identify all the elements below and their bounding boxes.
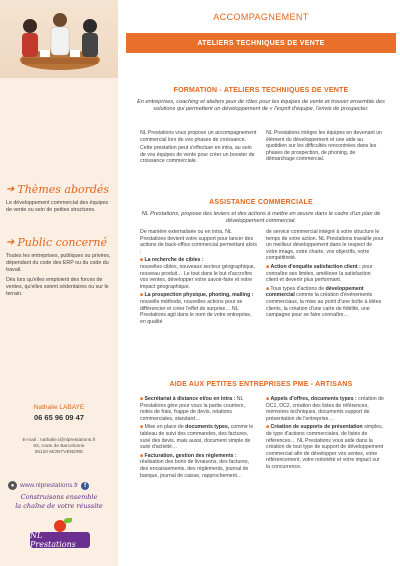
bullet-icon: ■ xyxy=(266,263,270,270)
bullet-icon: ■ xyxy=(140,424,144,431)
section-aide-left: ■ Secrétariat à distance et/ou en intra : NL Prestations gère pour vous la partie courriers, notes de frais, frappe de devis, relations commerciales, standard… ■ Mise en place de documents types, comme le tableau de suivi des commandes, des factures, suivi des devis, mais aussi, document simple de suivi d'activité… ■ Facturation, gestion des règlements : réalisation des bons de livraisons, des factures, des encaissements, des règlements, journal de banque, journal de caisse, rapprochement… xyxy=(140,396,254,479)
public-text-1: Toutes les entreprises, publiques ou privées, dépendant du code des ERP ou du code du travail. xyxy=(6,253,111,273)
section-formation-left: NL Prestations vous propose un accompagnement commercial lors de vos phases de croissance. Cette prestation peut s'effectuer en intra, au sein de vos équipes de vente pour créer un booster de croissance commerciale. xyxy=(140,130,257,165)
slogan-line-1: Construisons ensemble xyxy=(20,493,98,501)
public-text-2: Dès lors qu'elles emploient des forces de ventes, qu'elles soient sédentaires ou sur le terrain. xyxy=(6,277,109,297)
bullet-icon: ■ xyxy=(140,292,144,299)
bullet-icon: ■ xyxy=(140,452,144,459)
website-link[interactable]: www.nlprestations.fr xyxy=(20,482,79,489)
section-assistance-title: ASSISTANCE COMMERCIALE xyxy=(209,199,313,206)
arrow-right-icon: ➔ xyxy=(6,237,15,248)
section-aide-title: AIDE AUX PETITES ENTREPRISES PME - ARTISANS xyxy=(169,381,353,388)
section-formation-title: FORMATION - ATELIERS TECHNIQUES DE VENTE xyxy=(173,87,349,94)
section-assistance-right: de service commercial intégré à votre structure le temps de votre action. NL Prestations travaille pour un meilleur développement dans le respect de votre image, votre charte, vos objectifs, votre compétitivité. ■ Action d'enquête satisfaction client : pour connaître ses limites, améliorer la satisfaction client et devenir plus performant. ■ Tous types d'actions de développement commercial comme la création d'événements commerciaux, la mise au point d'une boîte à idées clients, la création d'une carte de fidélité, une campagne pour se faire connaître… xyxy=(266,229,384,319)
themes-title: Thèmes abordés xyxy=(17,183,110,196)
bullet-icon: ■ xyxy=(266,396,270,402)
public-title: Public concerné xyxy=(17,236,108,249)
slogan xyxy=(0,493,118,510)
themes-text: Le développement commercial des équipes de vente ou sein de petites structures. xyxy=(6,200,109,213)
nl-prestations-logo: NL Prestations xyxy=(30,520,90,560)
hero-illustration xyxy=(0,0,118,78)
business-people-illustration xyxy=(0,0,118,78)
bullet-icon: ■ xyxy=(140,257,144,264)
contact-name: Nathalie LABAYE xyxy=(33,404,85,411)
bullet-icon: ■ xyxy=(140,396,144,402)
contact-address-2: 26120 MONTVENDRE xyxy=(34,450,84,456)
contact-phone: 06 65 96 09 47 xyxy=(33,413,85,422)
globe-icon: ● xyxy=(8,481,17,490)
section-assistance-left: De manière externalisée ou en intra, NL Prestations devient votre support pour lancer des actions de back-office commercial permettant alors : ■ La recherche de cibles : nouvelles cibles, nouveaux secteur géographique, nouveau produit… Le tout dans le but d'accroître vos ventes, développer votre savoir-faire et votre impact géographique. ■ La prospection physique, phoning, mailing : nouvelle méthode, nouvelles actions pour se différencier et créer l'effet de surprise… NL Prestations agit dans le nom de votre entreprise, en qualité xyxy=(140,229,257,325)
section-formation-intro: En entreprises, coaching et ateliers jeux de rôles pour les équipes de vente et trouver ensemble des solutions qui permettent un développement de « l'esprit d'équipe, l'envie de prospecter. xyxy=(137,99,385,112)
slogan-line-2: la chaîne de votre réussite xyxy=(15,501,103,510)
website-row xyxy=(8,481,89,490)
bullet-icon: ■ xyxy=(266,285,270,292)
contact-block xyxy=(0,404,118,457)
facebook-icon[interactable]: f xyxy=(81,482,89,490)
section-formation-right: NL Prestations intègre les équipes en devenant un élément du développement et une aide au quotidien sur les difficultés rencontrées dans les phases de prospection, de phoning, de démarchage commercial. xyxy=(266,130,383,163)
title-banner: ATELIERS TECHNIQUES DE VENTE xyxy=(126,33,396,53)
section-assistance-intro: NL Prestations, propose des leviers et des actions à mettre en œuvre dans le cadre d'un plan de développement commercial. xyxy=(141,211,381,224)
contact-address-1: 93, route de Barcelonne xyxy=(33,444,85,450)
section-aide-right: ■ Appels d'offres, documents types : création de DC1, DC2, création des listes de références, mémoires techniques, documents support de présentation de l'entreprise… ■ Création de supports de présentation simples, de type d'actions commerciales, de listes de références… NL Prestations vous aide dans la création de tout type de support de développement commercial afin de développer vos ventes, votre référencement, votre notoriété et votre impact sur la concurrence. xyxy=(266,396,384,470)
bullet-icon: ■ xyxy=(266,424,270,431)
public-section xyxy=(6,236,114,298)
contact-email[interactable]: E-mail : nathalie.l@nlprestations.fr xyxy=(22,438,96,443)
arrow-right-icon: ➔ xyxy=(6,184,15,195)
themes-section xyxy=(6,183,114,214)
page-title: ACCOMPAGNEMENT xyxy=(213,12,309,22)
